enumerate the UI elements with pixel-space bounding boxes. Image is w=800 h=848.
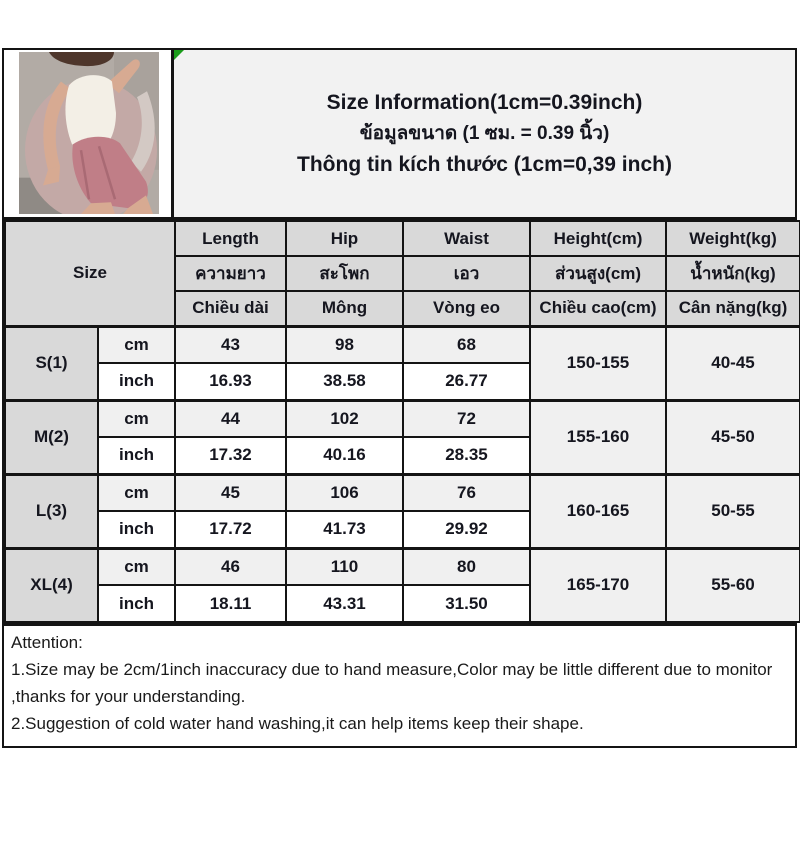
size-table <box>4 220 800 623</box>
value-l-length-inch: 17.72 <box>175 511 286 548</box>
product-photo-cell <box>4 50 174 217</box>
value-s-length-inch: 16.93 <box>175 363 286 400</box>
title-english: Size Information(1cm=0.39inch) <box>326 91 643 114</box>
value-xl-hip-cm: 110 <box>286 548 403 585</box>
unit-label-cm: cm <box>98 326 175 363</box>
attention-note-2: 2.Suggestion of cold water hand washing,it can help items keep their shape. <box>11 714 584 733</box>
value-l-weight: 50-55 <box>666 474 800 548</box>
col-header-hip-en: Hip <box>286 221 403 256</box>
value-xl-length-cm: 46 <box>175 548 286 585</box>
col-header-hip-th: สะโพก <box>286 256 403 291</box>
value-s-hip-inch: 38.58 <box>286 363 403 400</box>
header-row-english <box>5 221 800 256</box>
unit-label-inch: inch <box>98 585 175 622</box>
value-m-waist-cm: 72 <box>403 400 530 437</box>
size-chart-sheet <box>2 48 797 748</box>
value-l-waist-inch: 29.92 <box>403 511 530 548</box>
size-label-xl: XL(4) <box>5 548 98 622</box>
value-l-waist-cm: 76 <box>403 474 530 511</box>
value-s-hip-cm: 98 <box>286 326 403 363</box>
unit-label-cm: cm <box>98 474 175 511</box>
col-header-weight-en: Weight(kg) <box>666 221 800 256</box>
value-m-weight: 45-50 <box>666 400 800 474</box>
value-xl-height: 165-170 <box>530 548 666 622</box>
size-label-s: S(1) <box>5 326 98 400</box>
value-m-height: 155-160 <box>530 400 666 474</box>
top-block <box>4 50 795 220</box>
value-xl-hip-inch: 43.31 <box>286 585 403 622</box>
table-row-m-cm <box>5 400 800 437</box>
col-header-length-vi: Chiều dài <box>175 291 286 326</box>
table-row-l-cm <box>5 474 800 511</box>
unit-label-cm: cm <box>98 400 175 437</box>
title-vietnamese: Thông tin kích thước (1cm=0,39 inch) <box>297 153 672 176</box>
col-header-hip-vi: Mông <box>286 291 403 326</box>
attention-note-1: 1.Size may be 2cm/1inch inaccuracy due to hand measure,Color may be little different due to monitor ,thanks for your understanding. <box>11 660 773 706</box>
title-thai: ข้อมูลขนาด (1 ซม. = 0.39 นิ้ว) <box>359 123 610 144</box>
col-header-length-en: Length <box>175 221 286 256</box>
value-s-waist-inch: 26.77 <box>403 363 530 400</box>
value-xl-length-inch: 18.11 <box>175 585 286 622</box>
col-header-waist-vi: Vòng eo <box>403 291 530 326</box>
value-m-hip-cm: 102 <box>286 400 403 437</box>
col-header-height-th: ส่วนสูง(cm) <box>530 256 666 291</box>
value-l-hip-cm: 106 <box>286 474 403 511</box>
size-label-m: M(2) <box>5 400 98 474</box>
unit-label-inch: inch <box>98 437 175 474</box>
col-header-weight-th: น้ำหนัก(kg) <box>666 256 800 291</box>
value-m-waist-inch: 28.35 <box>403 437 530 474</box>
value-xl-weight: 55-60 <box>666 548 800 622</box>
value-xl-waist-inch: 31.50 <box>403 585 530 622</box>
value-m-hip-inch: 40.16 <box>286 437 403 474</box>
col-header-waist-en: Waist <box>403 221 530 256</box>
table-row-s-cm <box>5 326 800 363</box>
table-row-xl-cm <box>5 548 800 585</box>
size-corner-cell: Size <box>5 221 175 326</box>
unit-label-inch: inch <box>98 511 175 548</box>
value-s-waist-cm: 68 <box>403 326 530 363</box>
value-m-length-cm: 44 <box>175 400 286 437</box>
attention-section <box>4 623 795 746</box>
unit-label-inch: inch <box>98 363 175 400</box>
value-l-height: 160-165 <box>530 474 666 548</box>
col-header-height-vi: Chiều cao(cm) <box>530 291 666 326</box>
value-l-length-cm: 45 <box>175 474 286 511</box>
col-header-length-th: ความยาว <box>175 256 286 291</box>
title-cell <box>174 50 795 217</box>
value-l-hip-inch: 41.73 <box>286 511 403 548</box>
value-s-weight: 40-45 <box>666 326 800 400</box>
col-header-waist-th: เอว <box>403 256 530 291</box>
col-header-height-en: Height(cm) <box>530 221 666 256</box>
value-xl-waist-cm: 80 <box>403 548 530 585</box>
value-m-length-inch: 17.32 <box>175 437 286 474</box>
size-label-l: L(3) <box>5 474 98 548</box>
unit-label-cm: cm <box>98 548 175 585</box>
attention-heading: Attention: <box>11 633 83 652</box>
product-photo <box>19 52 159 214</box>
col-header-weight-vi: Cân nặng(kg) <box>666 291 800 326</box>
value-s-length-cm: 43 <box>175 326 286 363</box>
green-corner-marker-icon <box>174 50 184 60</box>
value-s-height: 150-155 <box>530 326 666 400</box>
